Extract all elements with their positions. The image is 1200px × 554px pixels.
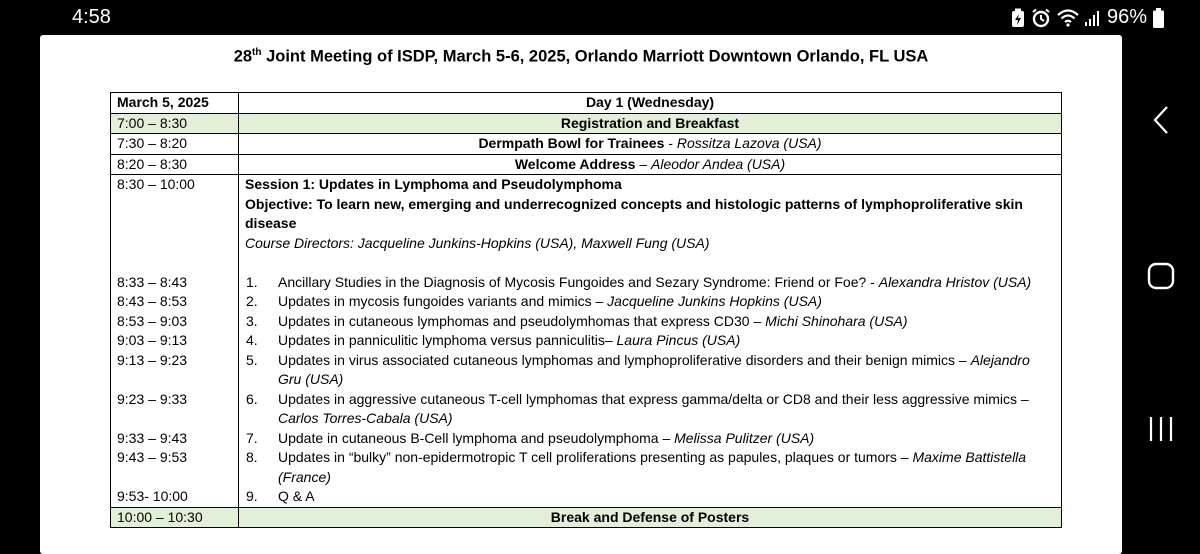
back-button[interactable] — [1122, 105, 1200, 135]
break-row — [111, 507, 1062, 528]
talk-time: 9:43 – 9:53 — [117, 449, 188, 465]
talk-speaker: Jacqueline Junkins Hopkins (USA) — [607, 293, 822, 309]
wifi-icon — [1057, 9, 1079, 27]
talk-speaker: Alexandra Hristov (USA) — [878, 273, 1032, 290]
talk-text — [278, 429, 1055, 449]
talk-speaker: Laura Pincus (USA) — [616, 332, 741, 348]
session-row — [111, 175, 1062, 508]
talk-title: Updates in mycosis fungoides variants and mimics – — [278, 293, 608, 309]
talk-time: 9:03 – 9:13 — [117, 332, 188, 348]
talk-text — [278, 487, 1055, 507]
talk-time: 8:43 – 8:53 — [117, 293, 188, 309]
home-icon — [1147, 262, 1175, 290]
talk-number: 3. — [246, 312, 258, 329]
talk-time — [117, 468, 232, 488]
talk-time: 8:33 – 8:43 — [117, 273, 188, 290]
signal-icon — [1085, 10, 1101, 26]
battery-saver-icon — [1011, 8, 1025, 28]
title-number: 28 — [233, 47, 253, 66]
course-directors — [245, 234, 1055, 254]
talk-text — [278, 312, 1055, 332]
talk-time: 9:33 – 9:43 — [117, 429, 188, 446]
talk-title: Ancillary Studies in the Diagnosis of Mycosis Fungoides and Sezary Syndrome: Friend or Foe? - — [278, 273, 879, 290]
separator: – — [635, 155, 652, 172]
day-cell: Day 1 (Wednesday) — [239, 93, 1062, 114]
talk-item — [245, 312, 1055, 332]
directors-label: Course Directors — [245, 234, 351, 251]
talk-item — [245, 292, 1055, 312]
session-time: 8:30 – 10:00 — [117, 176, 195, 192]
time-cell: 8:20 – 8:30 — [111, 154, 239, 175]
event-title: Dermpath Bowl for Trainees — [478, 135, 665, 151]
event-cell — [239, 134, 1062, 155]
page-title — [40, 47, 1122, 67]
schedule-table — [110, 92, 1062, 528]
speaker: Rossitza Lazova (USA) — [676, 135, 822, 151]
talk-time: 9:53- 10:00 — [117, 488, 188, 504]
talk-speaker: Maxime Battistella (France) — [278, 449, 1027, 485]
navigation-bar — [1122, 0, 1200, 554]
session-objective: Objective: To learn new, emerging and underrecognized concepts and histologic patterns of lymphoproliferative skin disease — [245, 195, 1023, 231]
talk-item — [245, 351, 1055, 390]
session-time-cell — [111, 175, 239, 508]
talk-time — [117, 370, 232, 390]
title-text: Joint Meeting of ISDP, March 5-6, 2025, Orlando Marriott Downtown Orlando, FL USA — [261, 47, 929, 66]
talk-speaker: Alejandro Gru (USA) — [278, 351, 1030, 387]
talk-number: 5. — [246, 351, 258, 368]
event-cell: Registration and Breakfast — [239, 113, 1062, 134]
session-title: Session 1: Updates in Lymphoma and Pseudolymphoma — [245, 176, 622, 192]
talk-item — [245, 429, 1055, 449]
event-title: Welcome Address — [514, 155, 636, 172]
talk-title: Q & A — [278, 488, 315, 504]
talk-text — [278, 390, 1055, 429]
talk-time: 8:53 – 9:03 — [117, 312, 188, 329]
event-cell: Break and Defense of Posters — [239, 507, 1062, 528]
home-button[interactable] — [1122, 262, 1200, 290]
talk-number: 9. — [246, 488, 258, 504]
status-bar — [0, 0, 1200, 36]
time-cell: 10:00 – 10:30 — [111, 507, 239, 528]
recents-button[interactable] — [1122, 416, 1200, 442]
talk-title: Update in cutaneous B-Cell lymphoma and pseudolymphoma – — [278, 429, 675, 446]
clock: 4:58 — [72, 6, 111, 28]
dermpath-row — [111, 134, 1062, 155]
talk-title: Updates in “bulky” non-epidermotropic T cell proliferations presenting as papules, plaques or tumors – — [278, 449, 913, 465]
talk-number: 7. — [246, 429, 258, 446]
date-cell: March 5, 2025 — [111, 93, 239, 114]
talk-title: Updates in panniculitic lymphoma versus panniculitis– — [278, 332, 617, 348]
talk-text — [278, 448, 1055, 487]
talk-text — [278, 331, 1055, 351]
talk-speaker: Carlos Torres-Cabala (USA) — [278, 410, 453, 426]
welcome-row — [111, 154, 1062, 175]
date-row — [111, 93, 1062, 114]
session-cell — [239, 175, 1062, 508]
talk-speaker: Melissa Pulitzer (USA) — [674, 429, 815, 446]
talk-time: 9:13 – 9:23 — [117, 351, 188, 368]
back-icon — [1152, 105, 1170, 135]
talk-time — [117, 409, 232, 429]
talk-time: 9:23 – 9:33 — [117, 390, 188, 407]
registration-row — [111, 113, 1062, 134]
alarm-icon — [1031, 8, 1051, 28]
talk-item — [245, 487, 1055, 507]
separator: - — [664, 135, 677, 151]
talk-text — [278, 292, 1055, 312]
talk-text — [278, 351, 1055, 390]
talk-text — [278, 273, 1055, 293]
talk-item — [245, 331, 1055, 351]
time-cell: 7:00 – 8:30 — [111, 113, 239, 134]
talk-times — [117, 273, 232, 507]
talk-item — [245, 273, 1055, 293]
event-cell — [239, 154, 1062, 175]
time-cell: 7:30 – 8:20 — [111, 134, 239, 155]
talk-number: 4. — [246, 332, 258, 348]
talk-number: 2. — [246, 293, 258, 309]
directors-names: : Jacqueline Junkins-Hopkins (USA), Maxwell Fung (USA) — [350, 234, 710, 251]
talk-list — [245, 273, 1055, 507]
talk-title: Updates in virus associated cutaneous lymphomas and lymphoproliferative disorders and their benign mimics – — [278, 351, 971, 368]
speaker: Aleodor Andea (USA) — [651, 155, 786, 172]
talk-speaker: Michi Shinohara (USA) — [765, 312, 908, 329]
talk-item — [245, 448, 1055, 487]
talk-title: Updates in cutaneous lymphomas and pseudolymhomas that express CD30 – — [278, 312, 766, 329]
talk-number: 8. — [246, 449, 258, 465]
title-ordinal: th — [252, 47, 262, 58]
talk-number: 1. — [246, 273, 258, 290]
talk-title: Updates in aggressive cutaneous T-cell lymphomas that express gamma/delta or CD8 and their less aggressive mimics – — [278, 390, 1029, 407]
talk-item — [245, 390, 1055, 429]
document-page — [40, 35, 1122, 554]
talk-number: 6. — [246, 390, 258, 407]
battery-percent: 96% — [1106, 6, 1147, 28]
recents-icon — [1148, 416, 1174, 442]
